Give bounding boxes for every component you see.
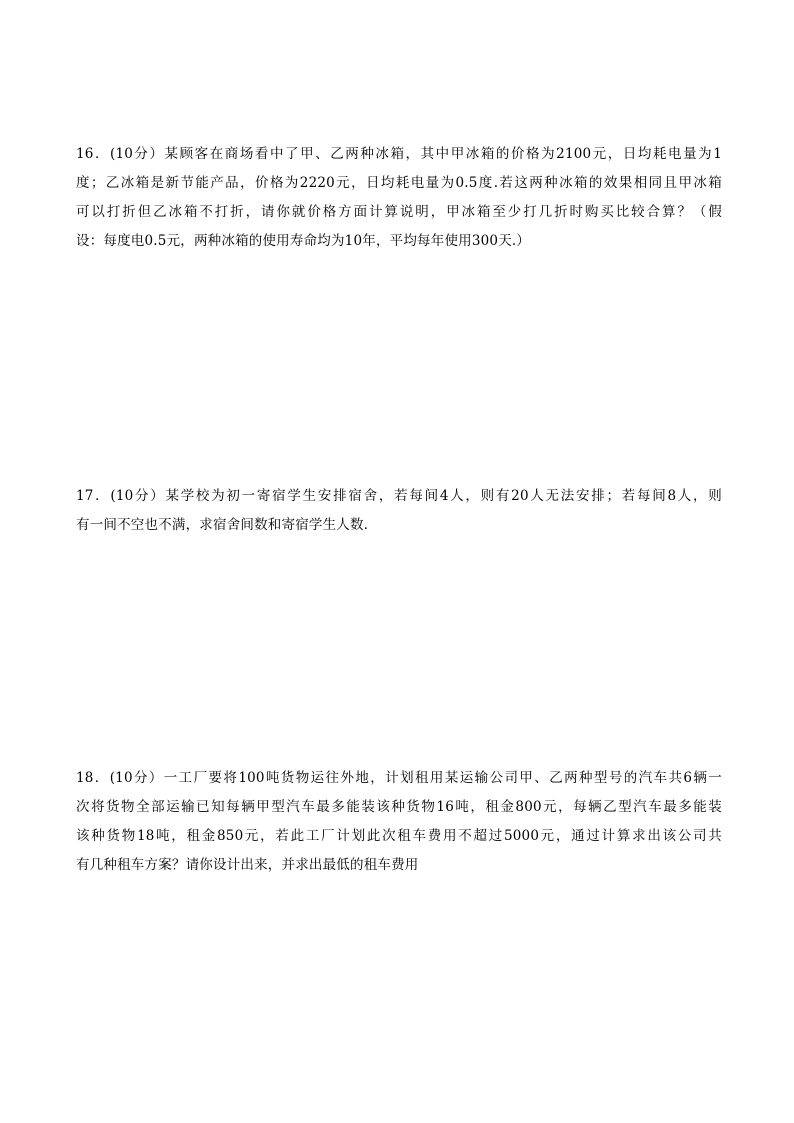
question-18 (76, 764, 722, 880)
question-line: 次将货物全部运输已知每辆甲型汽车最多能装该种货物16吨，租金800元，每辆乙型汽车最多能装 (76, 799, 722, 815)
question-line: 有几种租车方案？请你设计出来，并求出最低的租车费用 (76, 857, 419, 873)
question-line: 18．(10分）一工厂要将100吨货物运往外地，计划租用某运输公司甲、乙两种型号的汽车共6辆一 (76, 770, 722, 786)
question-line: 有一间不空也不满，求宿舍间数和寄宿学生人数． (76, 517, 378, 533)
question-line: 可以打折但乙冰箱不打折，请你就价格方面计算说明，甲冰箱至少打几折时购买比较合算？（假 (76, 204, 722, 220)
question-line: 17．(10分）某学校为初一寄宿学生安排宿舍，若每间4人，则有20人无法安排；若每间8人，则 (76, 488, 722, 504)
question-17 (76, 482, 722, 540)
question-line: 度；乙冰箱是新节能产品，价格为2220元，日均耗电量为0.5度.若这两种冰箱的效果相同且甲冰箱 (76, 175, 722, 191)
question-line: 16．(10分）某顾客在商场看中了甲、乙两种冰箱，其中甲冰箱的价格为2100元，日均耗电量为1 (76, 146, 722, 162)
question-line: 该种货物18吨，租金850元，若此工厂计划此次租车费用不超过5000元，通过计算求出该公司共 (76, 828, 722, 844)
question-line: 设：每度电0.5元，两种冰箱的使用寿命均为10年，平均每年使用300天.） (76, 233, 531, 249)
question-16 (76, 140, 722, 256)
